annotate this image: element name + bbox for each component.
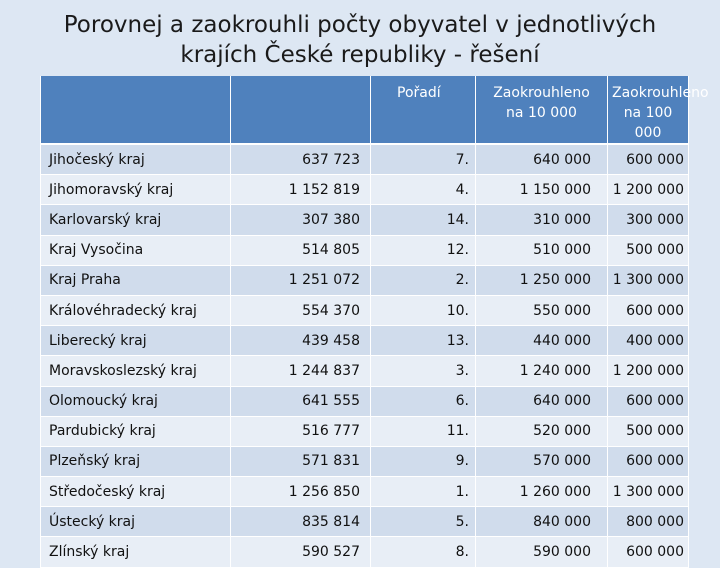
slide-title — [0, 10, 720, 70]
rank-value: 13. — [371, 326, 476, 356]
table-row — [41, 235, 689, 265]
rank-value: 3. — [371, 356, 476, 386]
table-row — [41, 295, 689, 325]
title-line-1: Porovnej a zaokrouhli počty obyvatel v jednotlivých — [63, 12, 657, 38]
header-population — [231, 76, 371, 144]
population-value: 1 256 850 — [231, 477, 371, 507]
table-row — [41, 507, 689, 537]
rounded-100000-value: 600 000 — [608, 537, 689, 567]
rounded-100000-value: 300 000 — [608, 205, 689, 235]
rounded-10000-value: 520 000 — [476, 416, 608, 446]
region-name: Moravskoslezský kraj — [41, 356, 231, 386]
rank-value: 7. — [371, 144, 476, 175]
rounded-10000-value: 510 000 — [476, 235, 608, 265]
population-value: 439 458 — [231, 326, 371, 356]
region-name: Plzeňský kraj — [41, 446, 231, 476]
population-table — [40, 76, 709, 568]
region-name: Kraj Vysočina — [41, 235, 231, 265]
rounded-100000-value: 1 200 000 — [608, 356, 689, 386]
rounded-10000-value: 570 000 — [476, 446, 608, 476]
rank-value: 2. — [371, 265, 476, 295]
region-name: Zlínský kraj — [41, 537, 231, 567]
rank-value: 14. — [371, 205, 476, 235]
region-name: Jihomoravský kraj — [41, 175, 231, 205]
header-row — [41, 76, 689, 144]
table-row — [41, 477, 689, 507]
rank-value: 4. — [371, 175, 476, 205]
population-value: 1 244 837 — [231, 356, 371, 386]
rank-value: 5. — [371, 507, 476, 537]
header-region — [41, 76, 231, 144]
region-name: Pardubický kraj — [41, 416, 231, 446]
region-name: Karlovarský kraj — [41, 205, 231, 235]
rounded-10000-value: 840 000 — [476, 507, 608, 537]
header-round-100000-line2: na 100 000 — [623, 105, 673, 141]
rounded-10000-value: 1 150 000 — [476, 175, 608, 205]
rounded-100000-value: 800 000 — [608, 507, 689, 537]
table-row — [41, 356, 689, 386]
header-round-100000 — [608, 76, 709, 144]
rounded-10000-value: 640 000 — [476, 144, 608, 175]
rounded-100000-value: 600 000 — [608, 386, 689, 416]
region-name: Středočeský kraj — [41, 477, 231, 507]
population-value: 641 555 — [231, 386, 371, 416]
region-name: Kraj Praha — [41, 265, 231, 295]
rounded-100000-value: 600 000 — [608, 144, 689, 175]
population-value: 1 152 819 — [231, 175, 371, 205]
table-row — [41, 144, 689, 175]
table-row — [41, 175, 689, 205]
population-value: 1 251 072 — [231, 265, 371, 295]
population-value: 307 380 — [231, 205, 371, 235]
population-value: 516 777 — [231, 416, 371, 446]
region-name: Ústecký kraj — [41, 507, 231, 537]
rounded-100000-value: 500 000 — [608, 416, 689, 446]
rounded-100000-value: 600 000 — [608, 295, 689, 325]
rounded-100000-value: 600 000 — [608, 446, 689, 476]
rank-value: 1. — [371, 477, 476, 507]
rounded-100000-value: 1 300 000 — [608, 265, 689, 295]
header-round-10000 — [476, 76, 608, 144]
rounded-10000-value: 1 240 000 — [476, 356, 608, 386]
population-value: 835 814 — [231, 507, 371, 537]
region-name: Liberecký kraj — [41, 326, 231, 356]
region-name: Olomoucký kraj — [41, 386, 231, 416]
rounded-100000-value: 500 000 — [608, 235, 689, 265]
header-rank: Pořadí — [371, 76, 476, 144]
rank-value: 12. — [371, 235, 476, 265]
rounded-10000-value: 440 000 — [476, 326, 608, 356]
rounded-10000-value: 550 000 — [476, 295, 608, 325]
region-name: Jihočeský kraj — [41, 144, 231, 175]
header-round-10000-line2: na 10 000 — [506, 105, 577, 121]
rounded-10000-value: 1 250 000 — [476, 265, 608, 295]
table-row — [41, 446, 689, 476]
rank-value: 11. — [371, 416, 476, 446]
table-row — [41, 416, 689, 446]
population-value: 554 370 — [231, 295, 371, 325]
table-row — [41, 386, 689, 416]
rounded-100000-value: 1 200 000 — [608, 175, 689, 205]
rounded-10000-value: 310 000 — [476, 205, 608, 235]
table-row — [41, 326, 689, 356]
population-value: 514 805 — [231, 235, 371, 265]
population-value: 571 831 — [231, 446, 371, 476]
rank-value: 9. — [371, 446, 476, 476]
rank-value: 8. — [371, 537, 476, 567]
table-row — [41, 265, 689, 295]
region-name: Královéhradecký kraj — [41, 295, 231, 325]
population-value: 590 527 — [231, 537, 371, 567]
header-round-100000-line1: Zaokrouhleno — [612, 85, 709, 101]
rank-value: 6. — [371, 386, 476, 416]
rounded-10000-value: 640 000 — [476, 386, 608, 416]
table-row — [41, 205, 689, 235]
population-value: 637 723 — [231, 144, 371, 175]
rounded-100000-value: 1 300 000 — [608, 477, 689, 507]
rounded-10000-value: 1 260 000 — [476, 477, 608, 507]
title-line-2: krajích České republiky - řešení — [180, 42, 540, 68]
rank-value: 10. — [371, 295, 476, 325]
table-row — [41, 537, 689, 567]
rounded-100000-value: 400 000 — [608, 326, 689, 356]
rounded-10000-value: 590 000 — [476, 537, 608, 567]
header-round-10000-line1: Zaokrouhleno — [493, 85, 590, 101]
